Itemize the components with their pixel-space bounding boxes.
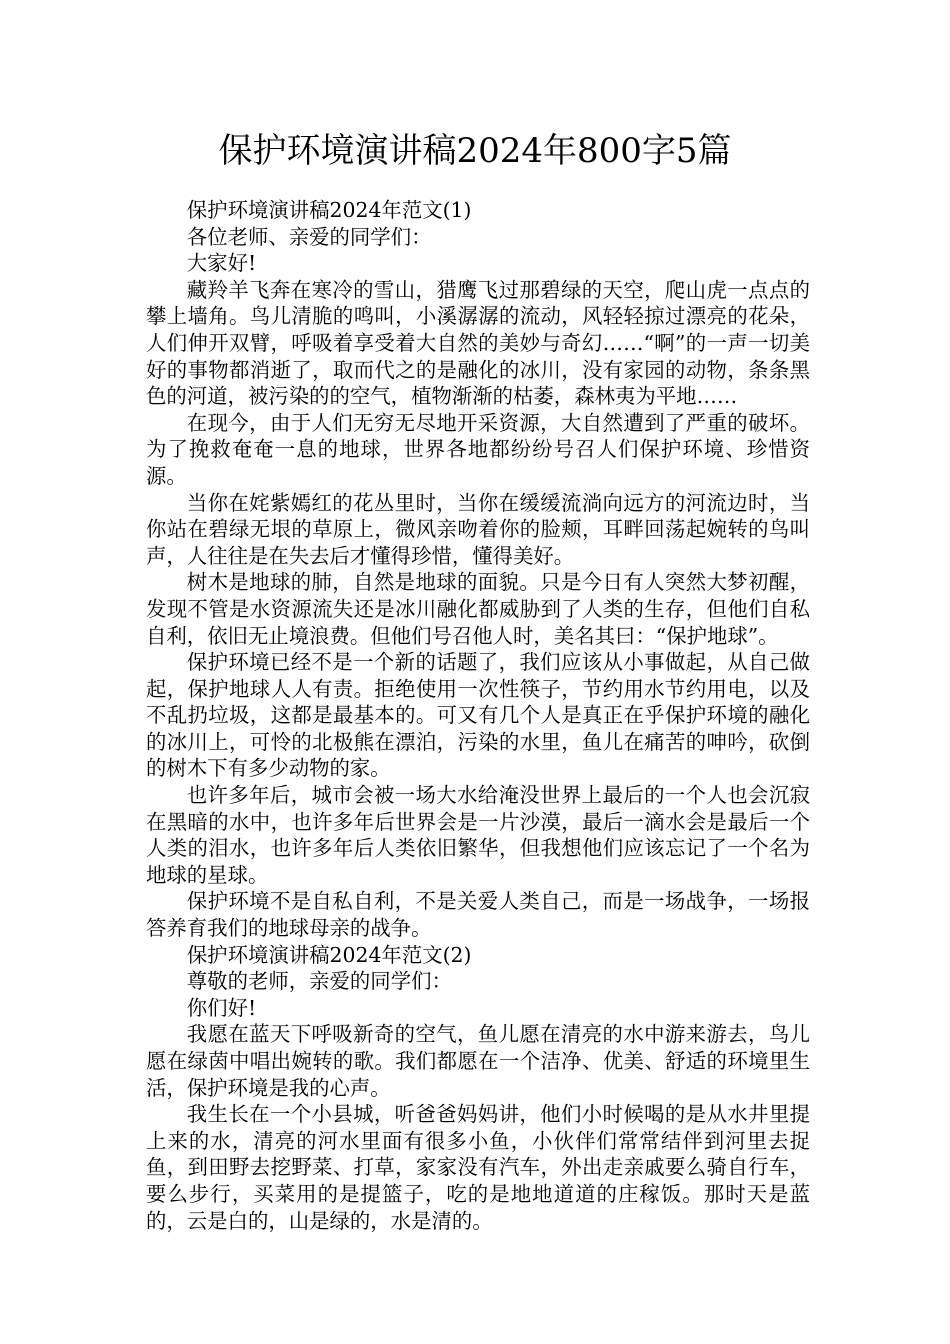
- section-heading-2: 保护环境演讲稿2024年范文(2): [186, 942, 472, 967]
- section-heading-1: 保护环境演讲稿2024年范文(1): [186, 198, 472, 222]
- paragraph: 保护环境已经不是一个新的话题了，我们应该从小事做起，从自己做起，保护地球人人有责。拒绝使用一次性筷子，节约用水节约用电，以及不乱扔垃圾，这都是最基本的。可又有几个人是真正在乎保护环境的融化的冰川上，可怜的北极熊在漂泊，污染的水里，鱼儿在痛苦的呻吟，砍倒的树木下有多少动物的家。: [146, 650, 810, 781]
- greeting-2: 你们好!: [186, 995, 257, 1020]
- paragraph: 我生长在一个小县城，听爸爸妈妈讲，他们小时候喝的是从水井里提上来的水，清亮的河水里面有很多小鱼，小伙伴们常常结伴到河里去捉鱼，到田野去挖野菜、打草，家家没有汽车，外出走亲戚要么骑自行车，要么步行，买菜用的是提篮子，吃的是地地道道的庄稼饭。那时天是蓝的，云是白的，山是绿的，水是清的。: [146, 1102, 810, 1233]
- paragraph: 我愿在蓝天下呼吸新奇的空气，鱼儿愿在清亮的水中游来游去，鸟儿愿在绿茵中唱出婉转的歌。我们都愿在一个洁净、优美、舒适的环境里生活，保护环境是我的心声。: [146, 1022, 810, 1100]
- document-title: 保护环境演讲稿2024年800字5篇: [218, 131, 732, 171]
- paragraph: 藏羚羊飞奔在寒冷的雪山，猎鹰飞过那碧绿的天空，爬山虎一点点的攀上墙角。鸟儿清脆的鸣叫，小溪潺潺的流动，风轻轻掠过漂亮的花朵，人们伸开双臂，呼吸着享受着大自然的美妙与奇幻……“啊”的一声一切美好的事物都消逝了，取而代之的是融化的冰川，没有家园的动物，条条黑色的河道，被污染的的空气，植物渐渐的枯萎，森林夷为平地……: [146, 277, 810, 409]
- paragraph: 当你在姹紫嫣红的花丛里时，当你在缓缓流淌向远方的河流边时，当你站在碧绿无垠的草原上，微风亲吻着你的脸颊，耳畔回荡起婉转的鸟叫声，人往往是在失去后才懂得珍惜，懂得美好。: [146, 490, 810, 568]
- document-body: [146, 197, 810, 1234]
- paragraph: 也许多年后，城市会被一场大水给淹没世界上最后的一个人也会沉寂在黑暗的水中，也许多年后世界会是一片沙漠，最后一滴水会是最后一个人类的泪水，也许多年后人类依旧繁华，但我想他们应该忘记了一个名为地球的星球。: [146, 783, 810, 887]
- paragraph: 在现今，由于人们无穷无尽地开采资源，大自然遭到了严重的破坏。为了挽救奄奄一息的地球，世界各地都纷纷号召人们保护环境、珍惜资源。: [146, 410, 810, 488]
- paragraph: 树木是地球的肺，自然是地球的面貌。只是今日有人突然大梦初醒，发现不管是水资源流失还是冰川融化都威胁到了人类的生存，但他们自私自利，依旧无止境浪费。但他们号召他人时，美名其曰：“保护地球”。: [146, 570, 810, 648]
- greeting-1: 大家好!: [186, 251, 257, 276]
- salutation-1: 各位老师、亲爱的同学们：: [186, 224, 432, 249]
- paragraph: 保护环境不是自私自利，不是关爱人类自己，而是一场战争，一场报答养育我们的地球母亲的战争。: [146, 889, 810, 941]
- salutation-2: 尊敬的老师，亲爱的同学们：: [186, 969, 452, 994]
